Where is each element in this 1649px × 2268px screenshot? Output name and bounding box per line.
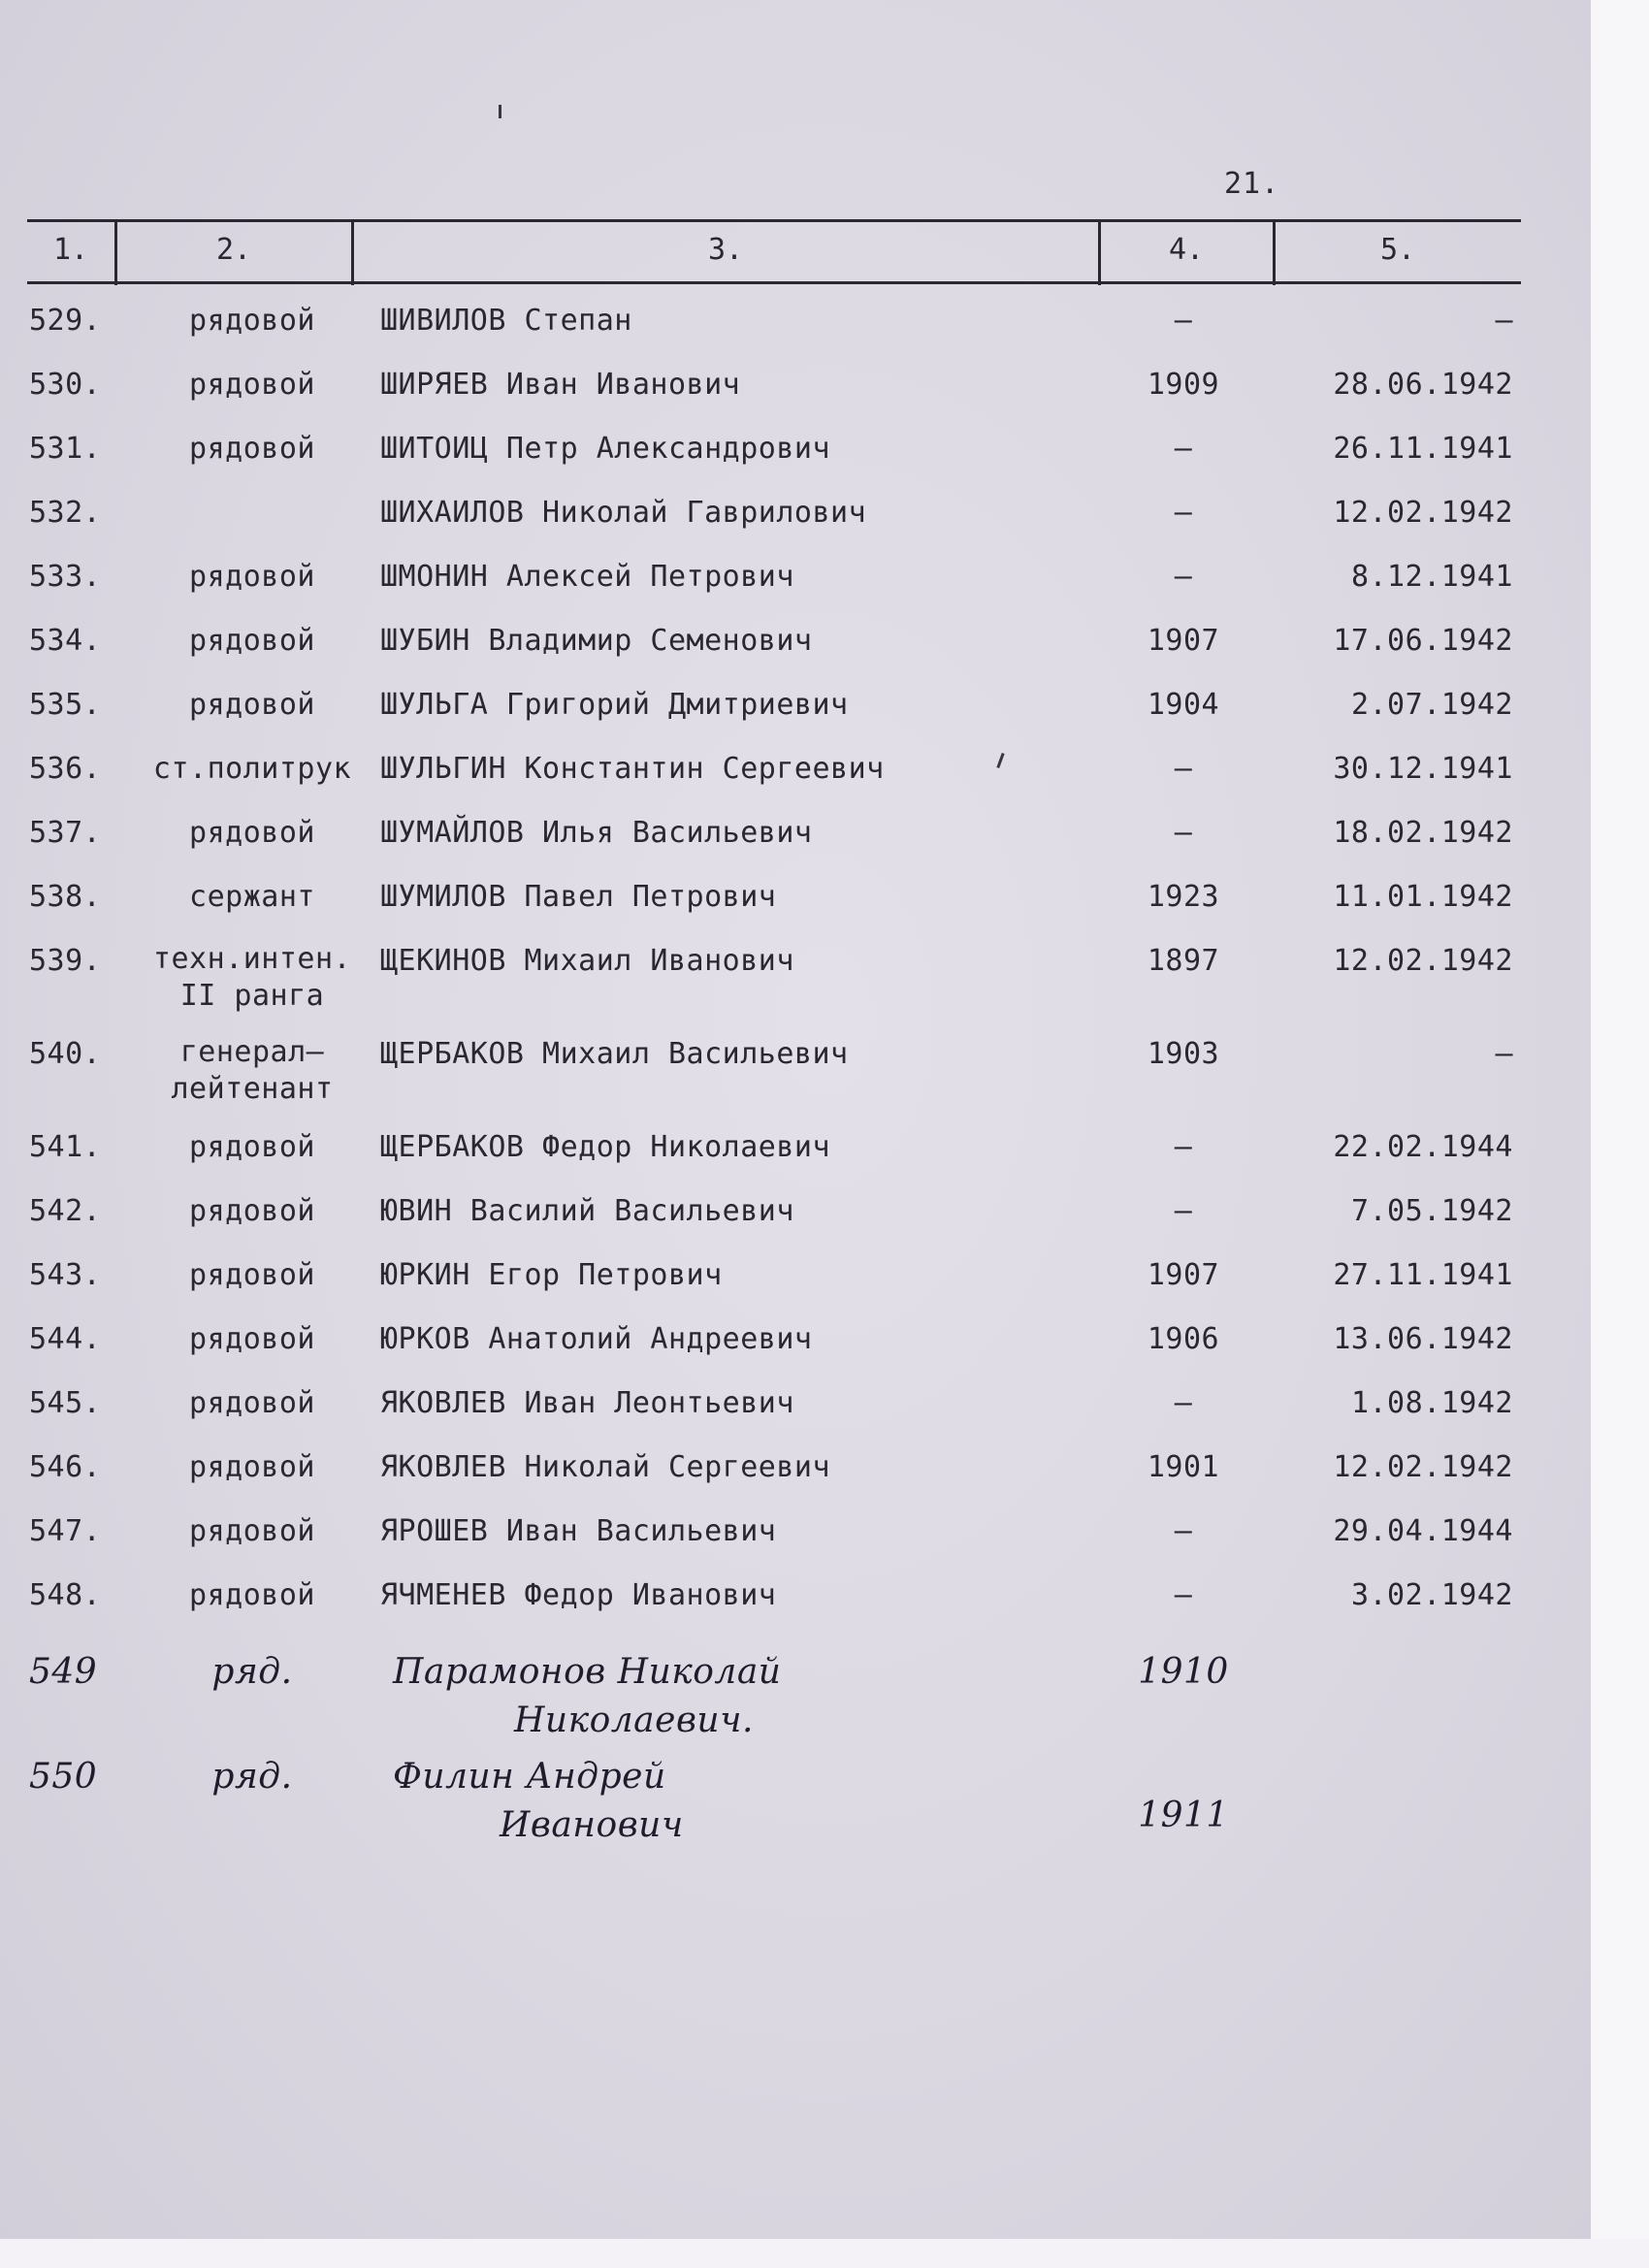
birth-year-cell: –	[1174, 1386, 1193, 1420]
rank-cell: рядовой	[189, 1130, 315, 1164]
name-cell: ЯРОШЕВ Иван Васильевич	[380, 1514, 777, 1548]
death-date-cell: 22.02.1944	[1333, 1130, 1513, 1164]
row-number: 535.	[29, 688, 102, 722]
name-cell: ШУЛЬГА Григорий Дмитриевич	[380, 688, 849, 722]
name-cell: ЯЧМЕНЕВ Федор Иванович	[380, 1578, 777, 1612]
birth-year-cell: 1904	[1147, 688, 1220, 722]
birth-year-cell: 1910	[1138, 1652, 1229, 1692]
birth-year-cell: –	[1174, 1194, 1193, 1228]
rank-cell: рядовой	[189, 1578, 315, 1612]
rank-cell-line2: лейтенант	[171, 1072, 334, 1106]
column-header: 4.	[1168, 233, 1205, 267]
death-date-cell: 27.11.1941	[1333, 1258, 1513, 1292]
header-bottom-rule	[27, 281, 1521, 284]
rank-cell: ряд.	[211, 1757, 293, 1797]
birth-year-cell: 1907	[1147, 1258, 1220, 1292]
death-date-cell: 30.12.1941	[1333, 752, 1513, 786]
column-header: 2.	[215, 233, 252, 267]
rank-cell: рядовой	[189, 624, 315, 658]
page-number: 21.	[1224, 167, 1280, 201]
death-date-cell: 12.02.1942	[1333, 1450, 1513, 1484]
death-date-cell: 12.02.1942	[1333, 496, 1513, 530]
rank-cell: рядовой	[189, 688, 315, 722]
rank-cell: рядовой	[189, 1450, 315, 1484]
row-number: 538.	[29, 880, 102, 914]
name-cell: ЩЕРБАКОВ Михаил Васильевич	[380, 1037, 849, 1071]
birth-year-cell: 1903	[1147, 1037, 1220, 1071]
death-date-cell: 18.02.1942	[1333, 816, 1513, 850]
column-header: 3.	[707, 233, 744, 267]
death-date-cell: 1.08.1942	[1350, 1386, 1513, 1420]
death-date-cell: 3.02.1942	[1350, 1578, 1513, 1612]
birth-year-cell: –	[1174, 496, 1193, 530]
birth-year-cell: –	[1174, 1514, 1193, 1548]
birth-year-cell: –	[1174, 1130, 1193, 1164]
birth-year-cell: –	[1174, 560, 1193, 594]
death-date-cell: 7.05.1942	[1350, 1194, 1513, 1228]
scan-mark	[996, 753, 1004, 768]
name-cell: ЮРКИН Егор Петрович	[380, 1258, 723, 1292]
death-date-cell: –	[1495, 1037, 1513, 1071]
rank-cell-line2: II ранга	[179, 979, 325, 1013]
name-cell: ШУЛЬГИН Константин Сергеевич	[380, 752, 885, 786]
name-cell: ЯКОВЛЕВ Иван Леонтьевич	[380, 1386, 794, 1420]
rank-cell: рядовой	[189, 1514, 315, 1548]
name-cell: ШИХАИЛОВ Николай Гаврилович	[380, 496, 867, 530]
row-number: 542.	[29, 1194, 102, 1228]
row-number: 547.	[29, 1514, 102, 1548]
birth-year-cell: –	[1174, 304, 1193, 338]
rank-cell: рядовой	[189, 1386, 315, 1420]
row-number: 533.	[29, 560, 102, 594]
name-cell: ШУБИН Владимир Семенович	[380, 624, 813, 658]
name-cell-line2: Николаевич.	[514, 1701, 754, 1740]
death-date-cell: 12.02.1942	[1333, 944, 1513, 978]
name-cell: ЩЕКИНОВ Михаил Иванович	[380, 944, 794, 978]
name-cell: ШИВИЛОВ Степан	[380, 304, 632, 338]
birth-year-cell: 1897	[1147, 944, 1220, 978]
death-date-cell: 11.01.1942	[1333, 880, 1513, 914]
birth-year-cell: 1907	[1147, 624, 1220, 658]
name-cell: ЩЕРБАКОВ Федор Николаевич	[380, 1130, 831, 1164]
rank-cell: рядовой	[189, 816, 315, 850]
row-number: 536.	[29, 752, 102, 786]
name-cell-line2: Иванович	[500, 1805, 684, 1845]
row-number: 546.	[29, 1450, 102, 1484]
name-cell: ШИТОИЦ Петр Александрович	[380, 432, 831, 466]
name-cell: ЮРКОВ Анатолий Андреевич	[380, 1322, 813, 1356]
name-cell: ЮВИН Василий Васильевич	[380, 1194, 794, 1228]
rank-cell: сержант	[189, 880, 315, 914]
name-cell: ШУМИЛОВ Павел Петрович	[380, 880, 777, 914]
death-date-cell: 13.06.1942	[1333, 1322, 1513, 1356]
row-number: 543.	[29, 1258, 102, 1292]
row-number: 532.	[29, 496, 102, 530]
rank-cell: техн.интен.	[152, 942, 352, 976]
name-cell: ЯКОВЛЕВ Николай Сергеевич	[380, 1450, 831, 1484]
row-number: 541.	[29, 1130, 102, 1164]
name-cell: ШИРЯЕВ Иван Иванович	[380, 368, 741, 402]
birth-year-cell: 1901	[1147, 1450, 1220, 1484]
name-cell: ШМОНИН Алексей Петрович	[380, 560, 794, 594]
birth-year-cell: –	[1174, 432, 1193, 466]
birth-year-cell: 1906	[1147, 1322, 1220, 1356]
row-number: 531.	[29, 432, 102, 466]
row-number: 548.	[29, 1578, 102, 1612]
row-number: 530.	[29, 368, 102, 402]
rank-cell: рядовой	[189, 432, 315, 466]
column-header: 1.	[52, 233, 89, 267]
death-date-cell: 29.04.1944	[1333, 1514, 1513, 1548]
row-number: 545.	[29, 1386, 102, 1420]
death-date-cell: 2.07.1942	[1350, 688, 1513, 722]
rank-cell: ряд.	[211, 1652, 293, 1692]
header-top-rule	[27, 219, 1521, 222]
rank-cell: рядовой	[189, 1258, 315, 1292]
death-date-cell: 26.11.1941	[1333, 432, 1513, 466]
column-header: 5.	[1379, 233, 1416, 267]
row-number: 539.	[29, 944, 102, 978]
birth-year-cell: 1923	[1147, 880, 1220, 914]
name-cell: Парамонов Николай	[393, 1652, 782, 1692]
death-date-cell: –	[1495, 304, 1513, 338]
birth-year-cell: –	[1174, 816, 1193, 850]
row-number: 550	[29, 1757, 98, 1797]
scan-edge	[1591, 0, 1649, 2268]
birth-year-cell: –	[1174, 1578, 1193, 1612]
row-number: 537.	[29, 816, 102, 850]
birth-year-cell: –	[1174, 752, 1193, 786]
rank-cell: рядовой	[189, 560, 315, 594]
rank-cell: рядовой	[189, 1194, 315, 1228]
rank-cell: рядовой	[189, 1322, 315, 1356]
rank-cell: рядовой	[189, 304, 315, 338]
row-number: 549	[29, 1652, 98, 1692]
birth-year-cell: 1909	[1147, 368, 1220, 402]
row-number: 540.	[29, 1037, 102, 1071]
rank-cell: ст.политрук	[152, 752, 352, 786]
row-number: 529.	[29, 304, 102, 338]
scan-mark	[499, 105, 501, 118]
row-number: 544.	[29, 1322, 102, 1356]
death-date-cell: 28.06.1942	[1333, 368, 1513, 402]
death-date-cell: 17.06.1942	[1333, 624, 1513, 658]
scan-edge	[0, 2239, 1649, 2268]
rank-cell: рядовой	[189, 368, 315, 402]
name-cell: ШУМАЙЛОВ Илья Васильевич	[380, 816, 813, 850]
death-date-cell: 8.12.1941	[1350, 560, 1513, 594]
rank-cell: генерал–	[179, 1035, 325, 1069]
birth-year-cell: 1911	[1138, 1796, 1229, 1835]
name-cell: Филин Андрей	[393, 1757, 666, 1797]
row-number: 534.	[29, 624, 102, 658]
